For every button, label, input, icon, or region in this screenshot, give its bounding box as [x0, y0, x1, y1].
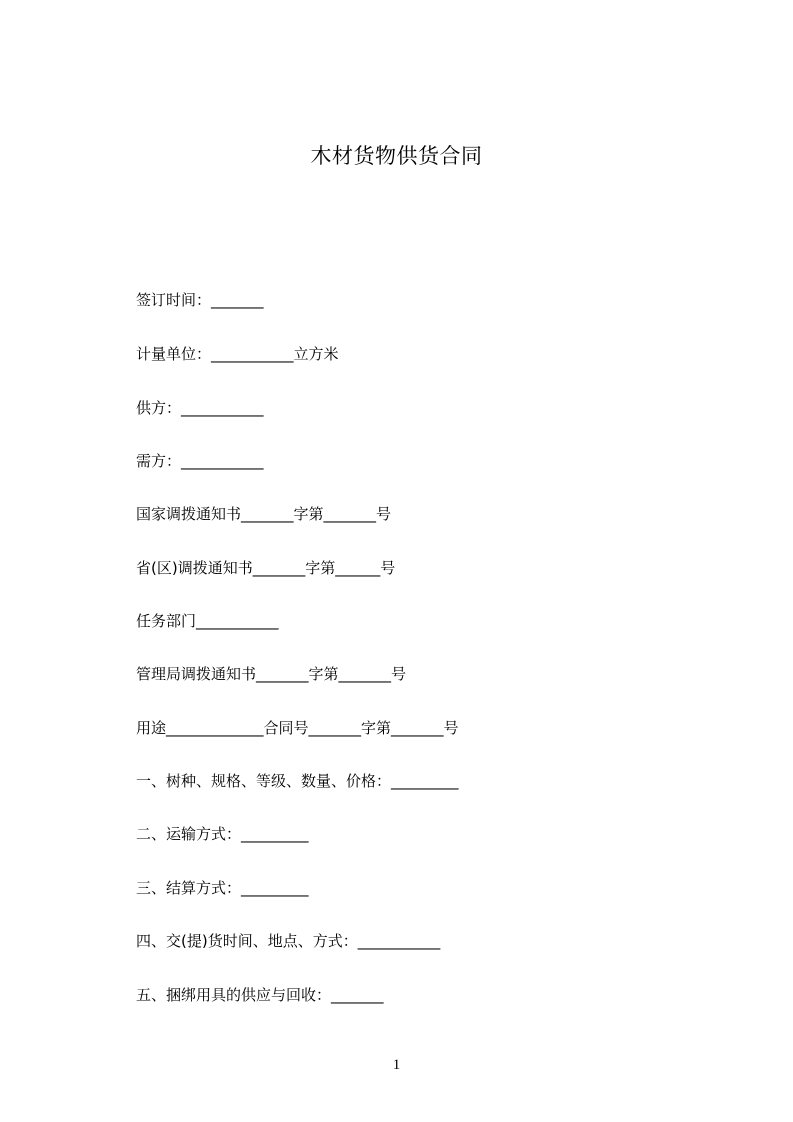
purpose-contract-number-line: 用途_____________合同号_______字第_______号: [136, 719, 459, 737]
clause-3-line: 三、结算方式：_________: [136, 879, 309, 897]
task-department-line: 任务部门___________: [136, 612, 279, 630]
national-allocation-notice-line: 国家调拨通知书_______字第_______号: [136, 505, 392, 523]
clause-4-line: 四、交(提)货时间、地点、方式：___________: [136, 932, 441, 950]
signing-time-line: 签订时间：_______: [136, 291, 264, 309]
measurement-unit-line: 计量单位：___________立方米: [136, 345, 339, 363]
clause-2-line: 二、运输方式：_________: [136, 825, 309, 843]
clause-1-line: 一、树种、规格、等级、数量、价格：_________: [136, 772, 459, 790]
document-title: 木材货物供货合同: [310, 144, 483, 168]
page-number: 1: [392, 1057, 401, 1073]
buyer-line: 需方：___________: [136, 452, 264, 470]
supplier-line: 供方：___________: [136, 399, 264, 417]
bureau-allocation-notice-line: 管理局调拨通知书_______字第_______号: [136, 665, 407, 683]
clause-5-line: 五、捆绑用具的供应与回收：_______: [136, 986, 384, 1004]
provincial-allocation-notice-line: 省(区)调拨通知书_______字第______号: [136, 559, 396, 577]
